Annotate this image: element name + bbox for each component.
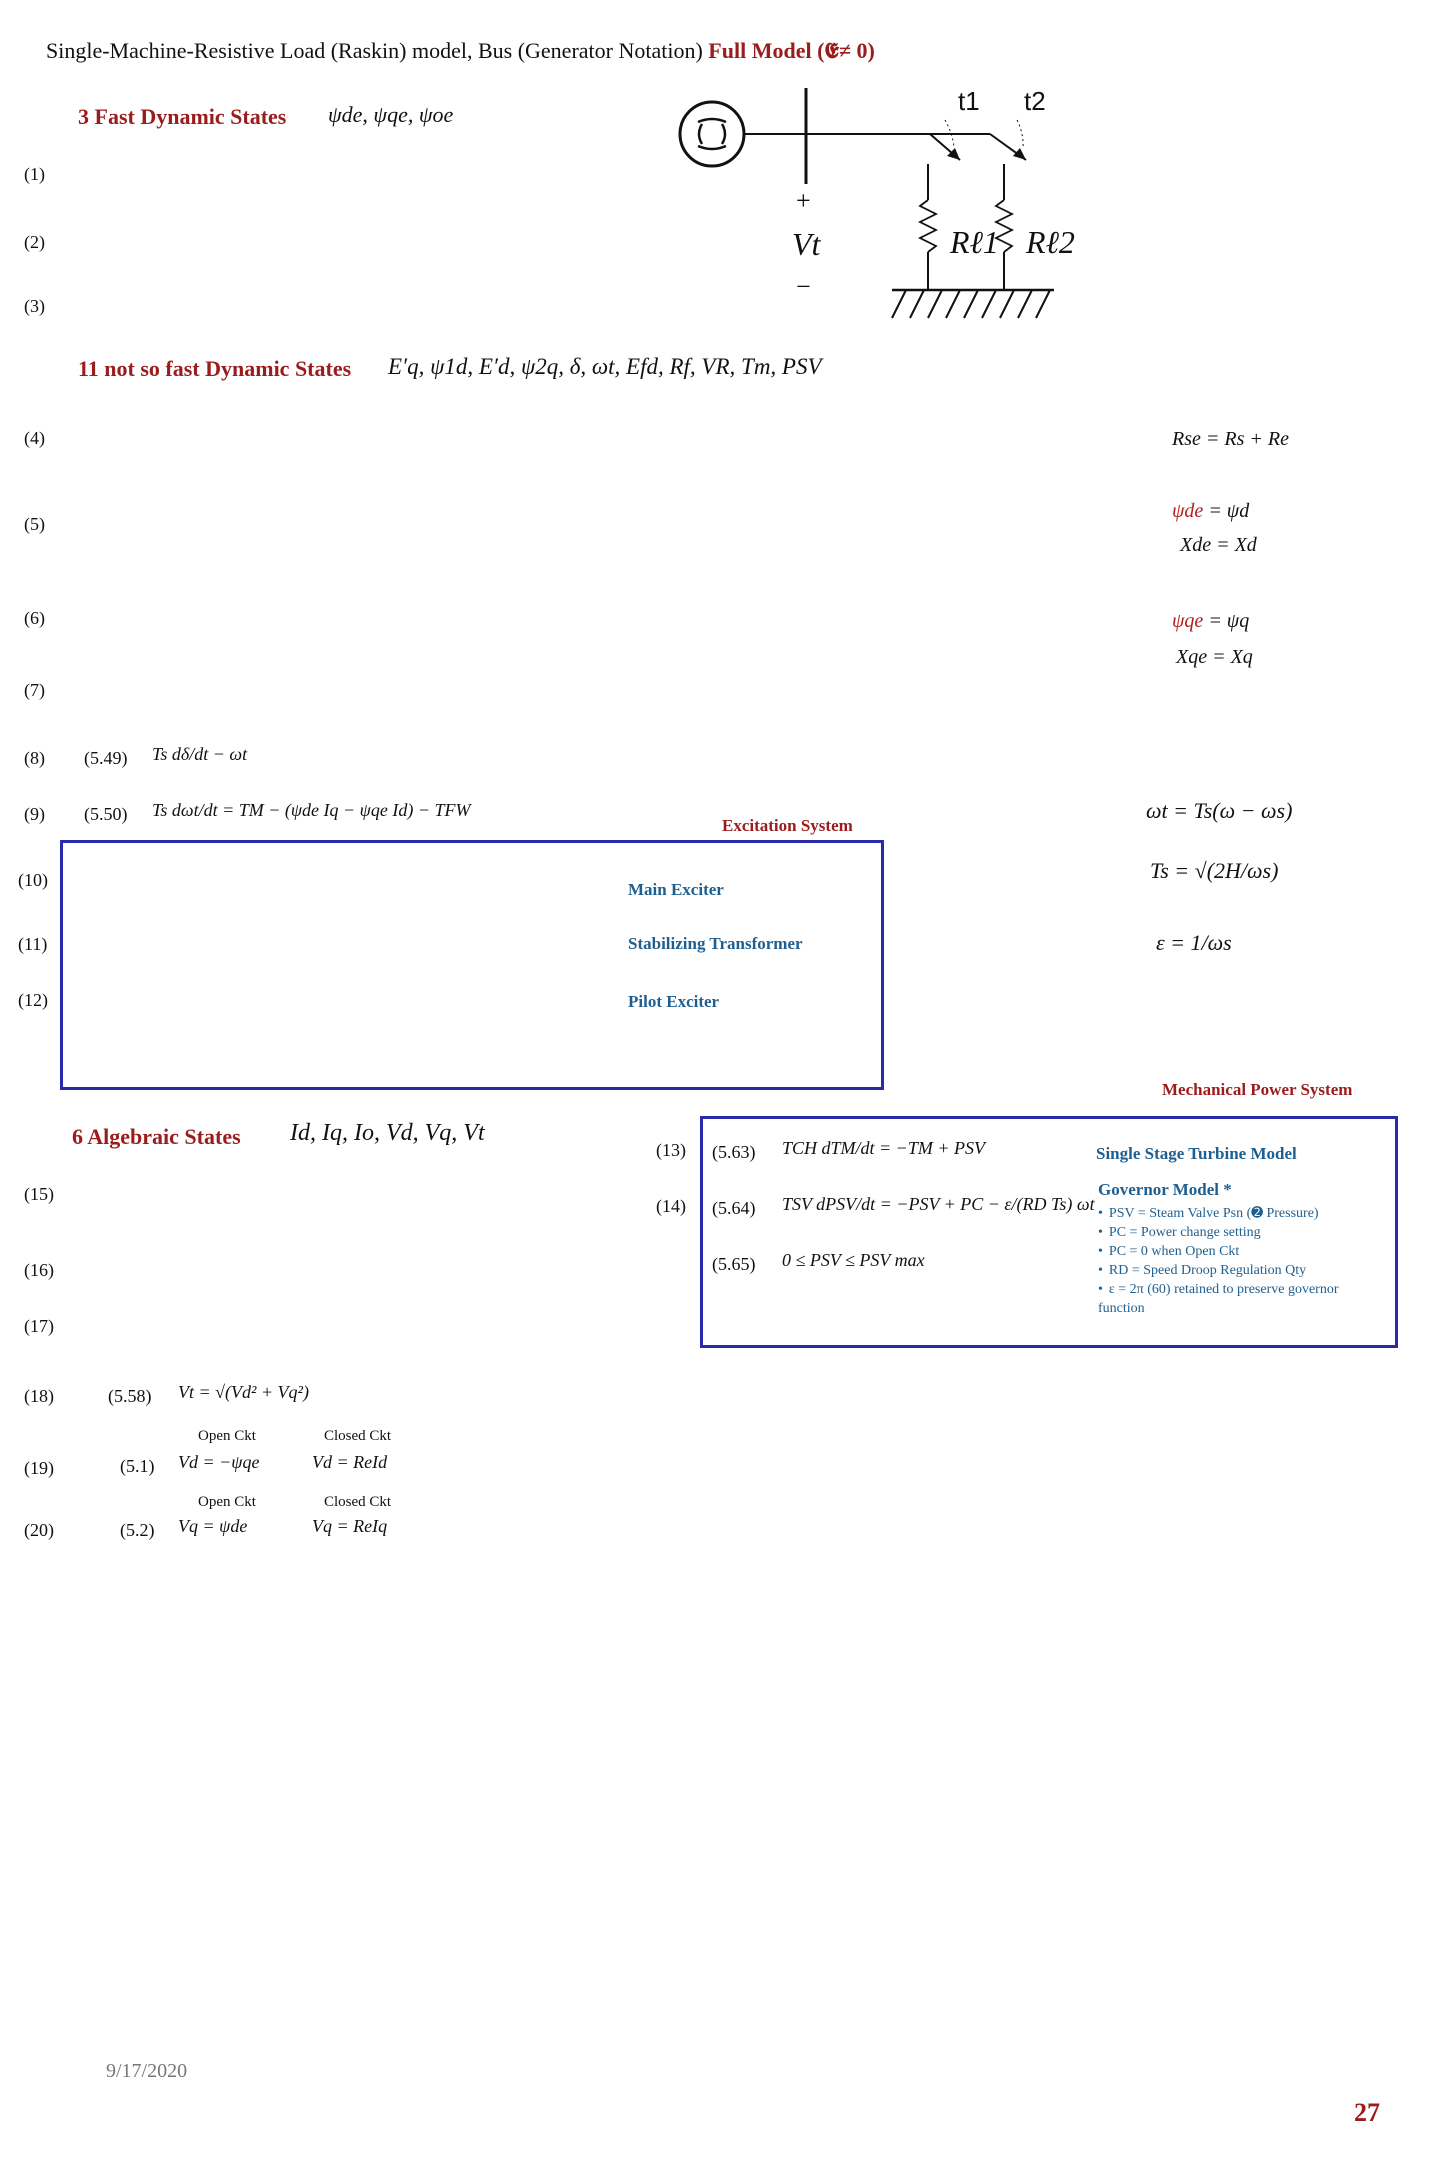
circuit-diagram [668,84,1078,328]
eq-number-5: (5) [24,514,45,534]
eq-number-3: (3) [24,296,45,316]
eq20-closed: Vq = ReIq [312,1516,388,1536]
pilot-exciter-label: Pilot Exciter [628,992,720,1011]
ts-def: Ts = √(2H/ωs) [1150,858,1279,883]
eq-number-7: (7) [24,680,45,700]
eq9: Ts dωt/dt = TM − (ψde Iq − ψqe Id) − TFW [152,800,471,820]
rse-def: Rse = Rs + Re [1172,428,1289,450]
eq-number-20: (20) [24,1520,54,1540]
eq20-open: Vq = ψde [178,1516,248,1536]
main-exciter-label: Main Exciter [628,880,724,899]
xde-def: Xde = Xd [1180,534,1257,556]
eq-number-13: (13) [656,1140,686,1160]
label-plus: + [796,186,811,215]
eq15: 0 ≤ PSV ≤ PSV max [782,1250,925,1270]
slow-states-list: E′q, ψ1d, E′d, ψ2q, δ, ωt, Efd, Rf, VR, Tm, PSV [388,354,822,379]
page-number: 27 [1354,2098,1380,2127]
eq14: TSV dPSV/dt = −PSV + PC − ε/(RD Ts) ωt [782,1194,1095,1214]
governor-model-label: Governor Model * [1098,1180,1232,1199]
eq-number-9: (9) [24,804,45,824]
eq-number-17: (17) [24,1316,54,1336]
psi-qe-def [1172,610,1249,633]
turbine-model-label: Single Stage Turbine Model [1096,1144,1297,1163]
psi-qe-rhs: = ψq [1203,610,1250,632]
psi-de-symbol: ψde [1172,500,1204,522]
eq18: Vt = √(Vd² + Vq²) [178,1382,309,1402]
gov-bullet: • RD = Speed Droop Regulation Qty [1098,1261,1382,1280]
xqe-def: Xqe = Xq [1176,646,1253,668]
eq20-ref: (5.2) [120,1520,155,1540]
page-title [46,38,875,64]
open-ckt-label-2: Open Ckt [198,1494,256,1510]
eq-number-16: (16) [24,1260,54,1280]
eq14-ref: (5.64) [712,1198,756,1218]
label-rl2: Rℓ2 [1026,224,1075,260]
eq15-ref: (5.65) [712,1254,756,1274]
excitation-heading: Excitation System [722,816,853,835]
alg-states-label: 6 Algebraic States [72,1124,241,1149]
label-rl1: Rℓ1 [950,224,999,260]
eq8-ref: (5.49) [84,748,128,768]
eq-number-19: (19) [24,1458,54,1478]
omega-t-def: ωt = Ts(ω − ωs) [1146,798,1293,823]
label-t1: t1 [958,86,980,116]
eq-number-1: (1) [24,164,45,184]
slow-states-label: 11 not so fast Dynamic States [78,356,352,381]
fast-states-label: 3 Fast Dynamic States [78,104,287,129]
label-t2: t2 [1024,86,1046,116]
psi-de-def [1172,500,1249,523]
eq-number-6: (6) [24,608,45,628]
eq8: Ts dδ/dt − ωt [152,744,248,764]
eq19-open: Vd = −ψqe [178,1452,260,1472]
eq13-ref: (5.63) [712,1142,756,1162]
governor-bullets [1098,1204,1382,1318]
psi-qe-symbol: ψqe [1172,610,1204,632]
eq-number-2: (2) [24,232,45,252]
eps-def: ε = 1/ωs [1156,930,1232,955]
eq-number-18: (18) [24,1386,54,1406]
eq-number-15: (15) [24,1184,54,1204]
eq-number-11: (11) [18,934,48,954]
fast-states-list: ψde, ψqe, ψoe [328,102,454,127]
eq-number-4: (4) [24,428,45,448]
title-full-model: Full Model (𝕰≠ 0) [708,38,875,63]
closed-ckt-label-1: Closed Ckt [324,1428,392,1444]
closed-ckt-label-2: Closed Ckt [324,1494,392,1510]
gov-bullet: • PSV = Steam Valve Psn (➋ Pressure) [1098,1204,1382,1223]
eq9-ref: (5.50) [84,804,128,824]
eq-number-12: (12) [18,990,48,1010]
label-vt: Vt [792,226,821,262]
eq18-ref: (5.58) [108,1386,152,1406]
stabilizing-transformer-label: Stabilizing Transformer [628,934,803,953]
resistor-1 [920,200,936,252]
title-text: Single-Machine-Resistive Load (Raskin) model, Bus (Generator Notation) [46,38,709,63]
label-minus: − [796,272,811,301]
eq19-ref: (5.1) [120,1456,155,1476]
eq13: TCH dTM/dt = −TM + PSV [782,1138,985,1158]
eq-number-10: (10) [18,870,48,890]
gov-bullet: • ε = 2π (60) retained to preserve governor function [1098,1280,1382,1318]
gov-bullet: • PC = Power change setting [1098,1223,1382,1242]
eq-number-14: (14) [656,1196,686,1216]
gov-bullet: • PC = 0 when Open Ckt [1098,1242,1382,1261]
generator-icon [680,102,744,166]
psi-de-rhs: = ψd [1203,500,1250,522]
alg-states-list: Id, Iq, Io, Vd, Vq, Vt [290,1120,485,1146]
footer-date: 9/17/2020 [106,2060,188,2082]
eq-number-8: (8) [24,748,45,768]
open-ckt-label-1: Open Ckt [198,1428,256,1444]
eq19-closed: Vd = ReId [312,1452,388,1472]
mechanical-heading: Mechanical Power System [1162,1080,1353,1099]
excitation-box [60,840,884,1090]
